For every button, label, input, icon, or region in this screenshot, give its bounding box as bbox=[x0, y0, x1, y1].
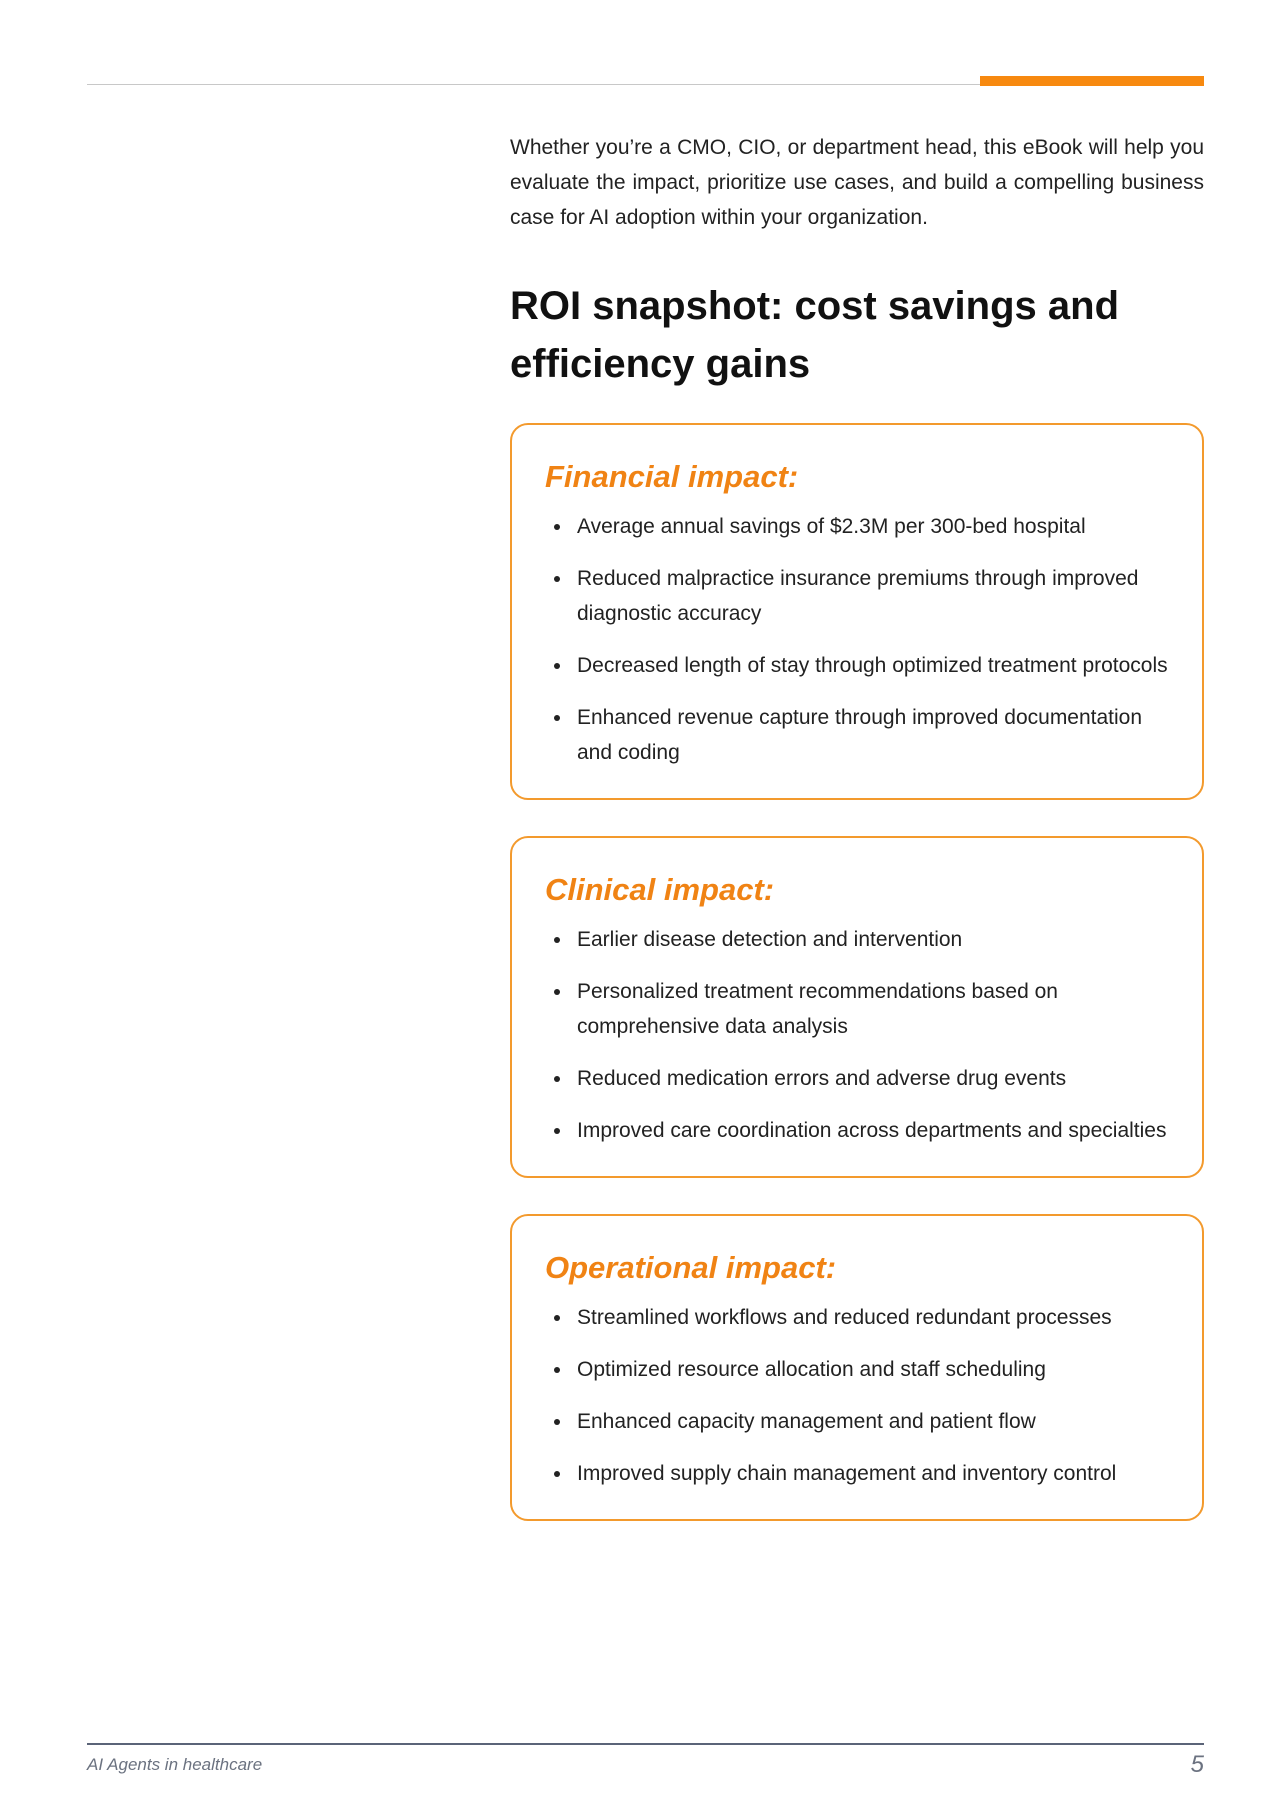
operational-impact-card bbox=[510, 1214, 1204, 1521]
footer-document-title: AI Agents in healthcare bbox=[87, 1755, 263, 1774]
card-title: Financial impact: bbox=[545, 459, 799, 494]
clinical-impact-card bbox=[510, 836, 1204, 1178]
financial-impact-card bbox=[510, 423, 1204, 800]
impact-list bbox=[545, 922, 1172, 1148]
list-item: Enhanced revenue capture through improved documentation and coding bbox=[545, 700, 1172, 770]
intro-paragraph: Whether you’re a CMO, CIO, or department head, this eBook will help you evaluate the impact, prioritize use cases, and build a compelling business case for AI adoption within your organization. bbox=[510, 136, 1204, 229]
list-item: Optimized resource allocation and staff scheduling bbox=[545, 1352, 1172, 1387]
list-item: Enhanced capacity management and patient flow bbox=[545, 1404, 1172, 1439]
list-item: Reduced malpractice insurance premiums through improved diagnostic accuracy bbox=[545, 561, 1172, 631]
section-title: ROI snapshot: cost savings and efficiency gains bbox=[510, 284, 1120, 386]
list-item: Streamlined workflows and reduced redundant processes bbox=[545, 1300, 1172, 1335]
list-item: Improved care coordination across departments and specialties bbox=[545, 1113, 1172, 1148]
list-item: Average annual savings of $2.3M per 300-bed hospital bbox=[545, 509, 1172, 544]
list-item: Reduced medication errors and adverse drug events bbox=[545, 1061, 1172, 1096]
card-title: Operational impact: bbox=[545, 1250, 837, 1285]
list-item: Improved supply chain management and inventory control bbox=[545, 1456, 1172, 1491]
header-divider bbox=[87, 84, 980, 85]
list-item: Personalized treatment recommendations based on comprehensive data analysis bbox=[545, 974, 1172, 1044]
footer-divider bbox=[87, 1743, 1204, 1745]
list-item: Decreased length of stay through optimized treatment protocols bbox=[545, 648, 1172, 683]
impact-list bbox=[545, 1300, 1172, 1491]
list-item: Earlier disease detection and intervention bbox=[545, 922, 1172, 957]
impact-list bbox=[545, 509, 1172, 770]
main-content bbox=[510, 130, 1204, 1521]
card-title: Clinical impact: bbox=[545, 872, 775, 907]
page-number: 5 bbox=[1190, 1751, 1204, 1778]
header-accent-bar bbox=[980, 76, 1204, 86]
